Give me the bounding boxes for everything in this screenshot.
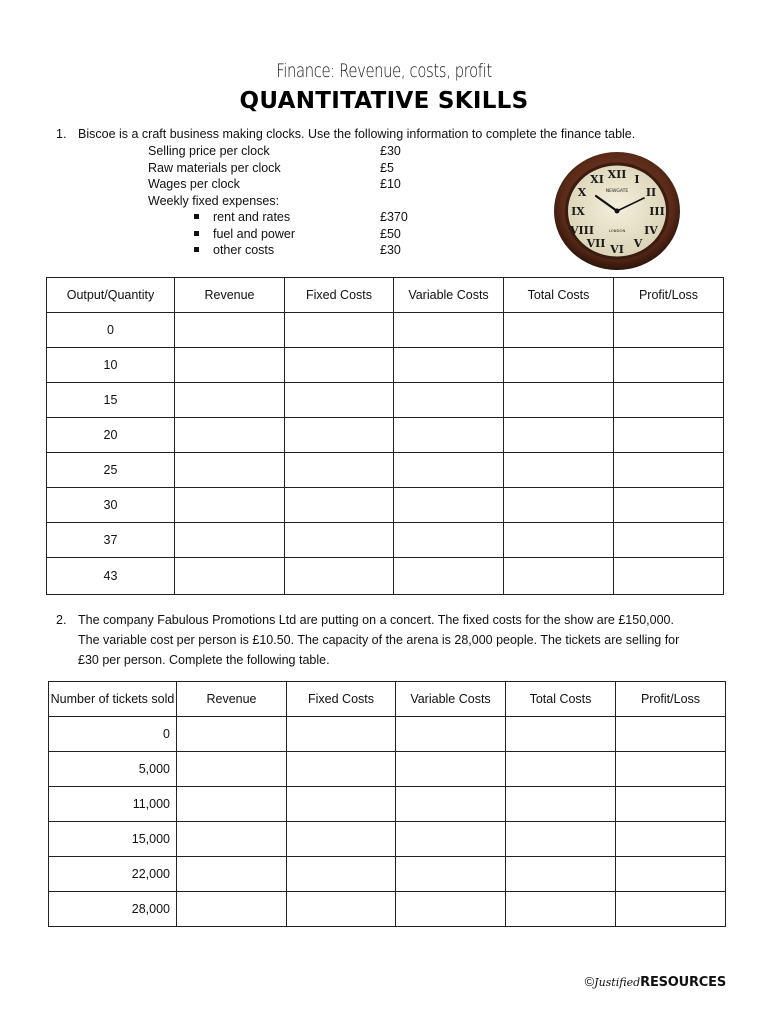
column-header: Profit/Loss <box>616 682 726 717</box>
svg-text:XII: XII <box>607 168 627 181</box>
fixed-costs-cell[interactable] <box>287 822 396 857</box>
svg-text:IV: IV <box>644 224 658 237</box>
total-costs-cell[interactable] <box>506 752 616 787</box>
output-quantity-cell: 37 <box>47 523 175 558</box>
column-header: Variable Costs <box>394 278 504 313</box>
info-value: £10 <box>380 177 401 191</box>
footer-credit <box>585 974 726 990</box>
fixed-costs-cell[interactable] <box>287 752 396 787</box>
table-row <box>49 787 726 822</box>
column-header: Revenue <box>175 278 285 313</box>
table-header-row <box>47 278 724 313</box>
copyright-symbol: © <box>584 974 595 989</box>
question-2-line: The variable cost per person is £10.50. The capacity of the arena is 28,000 people. The tickets are selling for <box>78 633 680 647</box>
output-quantity-cell: 15 <box>47 383 175 418</box>
fixed-costs-cell[interactable] <box>287 787 396 822</box>
table-row <box>47 488 724 523</box>
table-row <box>49 717 726 752</box>
fixed-costs-cell[interactable] <box>285 383 394 418</box>
variable-costs-cell[interactable] <box>394 348 504 383</box>
profit-loss-cell[interactable] <box>614 348 724 383</box>
column-header: Fixed Costs <box>287 682 396 717</box>
variable-costs-cell[interactable] <box>396 822 506 857</box>
brand-bold: RESOURCES <box>640 975 726 990</box>
revenue-cell[interactable] <box>175 558 285 595</box>
table-row <box>49 752 726 787</box>
variable-costs-cell[interactable] <box>396 752 506 787</box>
brand-script: Justified <box>594 976 641 989</box>
question-2 <box>56 610 679 670</box>
bullet-icon <box>194 231 199 236</box>
table-header-row <box>49 682 726 717</box>
profit-loss-cell[interactable] <box>614 453 724 488</box>
bullet-value: £30 <box>380 243 401 257</box>
output-quantity-cell: 0 <box>47 313 175 348</box>
revenue-cell[interactable] <box>177 752 287 787</box>
column-header: Output/Quantity <box>47 278 175 313</box>
profit-loss-cell[interactable] <box>614 383 724 418</box>
variable-costs-cell[interactable] <box>396 787 506 822</box>
question-1-number: 1. <box>56 127 67 141</box>
question-2-number: 2. <box>56 613 67 627</box>
svg-text:VII: VII <box>586 237 606 250</box>
total-costs-cell[interactable] <box>504 558 614 595</box>
variable-costs-cell[interactable] <box>396 857 506 892</box>
total-costs-cell[interactable] <box>506 717 616 752</box>
tickets-sold-cell: 0 <box>49 717 177 752</box>
tickets-sold-cell: 28,000 <box>49 892 177 927</box>
question-2-line: £30 per person. Complete the following table. <box>78 653 330 667</box>
total-costs-cell[interactable] <box>506 892 616 927</box>
revenue-cell[interactable] <box>175 418 285 453</box>
total-costs-cell[interactable] <box>504 313 614 348</box>
info-label: Selling price per clock <box>148 144 270 158</box>
svg-text:X: X <box>577 186 587 199</box>
info-label: Wages per clock <box>148 177 240 191</box>
output-quantity-cell: 20 <box>47 418 175 453</box>
variable-costs-cell[interactable] <box>394 313 504 348</box>
column-header: Revenue <box>177 682 287 717</box>
svg-text:II: II <box>645 186 657 199</box>
output-quantity-cell: 30 <box>47 488 175 523</box>
fixed-costs-cell[interactable] <box>285 453 394 488</box>
worksheet-subtitle: Finance: Revenue, costs, profit <box>276 60 492 82</box>
bullet-icon <box>194 247 199 252</box>
finance-table-biscoe <box>46 277 724 595</box>
variable-costs-cell[interactable] <box>394 418 504 453</box>
info-value: £5 <box>380 160 394 175</box>
column-header: Profit/Loss <box>614 278 724 313</box>
profit-loss-cell[interactable] <box>616 787 726 822</box>
revenue-cell[interactable] <box>177 787 287 822</box>
table-row <box>47 453 724 488</box>
info-label: Raw materials per clock <box>148 160 281 175</box>
table-row <box>49 822 726 857</box>
table-row <box>49 892 726 927</box>
total-costs-cell[interactable] <box>504 348 614 383</box>
svg-text:XI: XI <box>590 173 604 186</box>
column-header: Total Costs <box>504 278 614 313</box>
output-quantity-cell: 43 <box>47 558 175 595</box>
bullet-item <box>194 226 295 243</box>
table-row <box>47 558 724 595</box>
bullet-item <box>194 242 274 259</box>
profit-loss-cell[interactable] <box>616 892 726 927</box>
cost-information <box>148 143 448 263</box>
variable-costs-cell[interactable] <box>394 383 504 418</box>
revenue-cell[interactable] <box>177 822 287 857</box>
svg-text:III: III <box>649 205 665 218</box>
profit-loss-cell[interactable] <box>616 822 726 857</box>
total-costs-cell[interactable] <box>504 418 614 453</box>
variable-costs-cell[interactable] <box>394 453 504 488</box>
question-1-text: Biscoe is a craft business making clocks. Use the following information to complete the finance table. <box>78 127 636 141</box>
svg-text:VI: VI <box>610 243 624 256</box>
bullet-label: fuel and power <box>213 226 296 241</box>
revenue-cell[interactable] <box>175 488 285 523</box>
revenue-cell[interactable] <box>175 348 285 383</box>
bullet-value: £50 <box>380 226 401 241</box>
total-costs-cell[interactable] <box>506 787 616 822</box>
table-row <box>47 383 724 418</box>
question-1 <box>56 124 635 144</box>
clock-city: LONDON <box>608 228 626 233</box>
bullet-label: rent and rates <box>213 210 291 224</box>
question-2-line: The company Fabulous Promotions Ltd are putting on a concert. The fixed costs for the show are £150,000. <box>78 613 674 627</box>
worksheet-title: QUANTITATIVE SKILLS <box>239 88 529 114</box>
finance-table-concert <box>48 681 726 927</box>
svg-text:IX: IX <box>571 205 585 218</box>
svg-text:I: I <box>634 173 640 186</box>
clock-brand: NEWGATE <box>605 189 629 194</box>
fixed-costs-cell[interactable] <box>285 348 394 383</box>
variable-costs-cell[interactable] <box>396 717 506 752</box>
tickets-sold-cell: 11,000 <box>49 787 177 822</box>
fixed-costs-cell[interactable] <box>285 523 394 558</box>
profit-loss-cell[interactable] <box>614 418 724 453</box>
total-costs-cell[interactable] <box>506 857 616 892</box>
table-row <box>47 348 724 383</box>
fixed-costs-cell[interactable] <box>287 857 396 892</box>
profit-loss-cell[interactable] <box>614 523 724 558</box>
tickets-sold-cell: 15,000 <box>49 822 177 857</box>
profit-loss-cell[interactable] <box>614 488 724 523</box>
variable-costs-cell[interactable] <box>394 523 504 558</box>
table-row <box>47 523 724 558</box>
tickets-sold-cell: 5,000 <box>49 752 177 787</box>
revenue-cell[interactable] <box>177 717 287 752</box>
profit-loss-cell[interactable] <box>616 752 726 787</box>
total-costs-cell[interactable] <box>504 453 614 488</box>
svg-text:VIII: VIII <box>570 224 594 237</box>
profit-loss-cell[interactable] <box>614 313 724 348</box>
total-costs-cell[interactable] <box>506 822 616 857</box>
table-row <box>49 857 726 892</box>
fixed-costs-cell[interactable] <box>285 313 394 348</box>
info-label: Weekly fixed expenses: <box>148 193 280 208</box>
total-costs-cell[interactable] <box>504 488 614 523</box>
bullet-value: £370 <box>380 210 408 224</box>
revenue-cell[interactable] <box>177 892 287 927</box>
column-header: Total Costs <box>506 682 616 717</box>
fixed-costs-cell[interactable] <box>285 488 394 523</box>
fixed-costs-cell[interactable] <box>287 717 396 752</box>
revenue-cell[interactable] <box>175 453 285 488</box>
info-value: £30 <box>380 144 401 158</box>
output-quantity-cell: 25 <box>47 453 175 488</box>
total-costs-cell[interactable] <box>504 523 614 558</box>
column-header: Variable Costs <box>396 682 506 717</box>
revenue-cell[interactable] <box>175 383 285 418</box>
variable-costs-cell[interactable] <box>396 892 506 927</box>
bullet-icon <box>194 214 199 219</box>
bullet-item <box>194 209 290 226</box>
column-header: Number of tickets sold <box>49 682 177 717</box>
fixed-costs-cell[interactable] <box>287 892 396 927</box>
clock-icon <box>552 150 682 272</box>
variable-costs-cell[interactable] <box>394 488 504 523</box>
tickets-sold-cell: 22,000 <box>49 857 177 892</box>
total-costs-cell[interactable] <box>504 383 614 418</box>
column-header: Fixed Costs <box>285 278 394 313</box>
revenue-cell[interactable] <box>175 523 285 558</box>
profit-loss-cell[interactable] <box>616 857 726 892</box>
revenue-cell[interactable] <box>177 857 287 892</box>
svg-text:V: V <box>633 237 643 250</box>
variable-costs-cell[interactable] <box>394 558 504 595</box>
profit-loss-cell[interactable] <box>616 717 726 752</box>
output-quantity-cell: 10 <box>47 348 175 383</box>
revenue-cell[interactable] <box>175 313 285 348</box>
profit-loss-cell[interactable] <box>614 558 724 595</box>
fixed-costs-cell[interactable] <box>285 558 394 595</box>
table-row <box>47 313 724 348</box>
bullet-label: other costs <box>213 243 275 257</box>
fixed-costs-cell[interactable] <box>285 418 394 453</box>
table-row <box>47 418 724 453</box>
